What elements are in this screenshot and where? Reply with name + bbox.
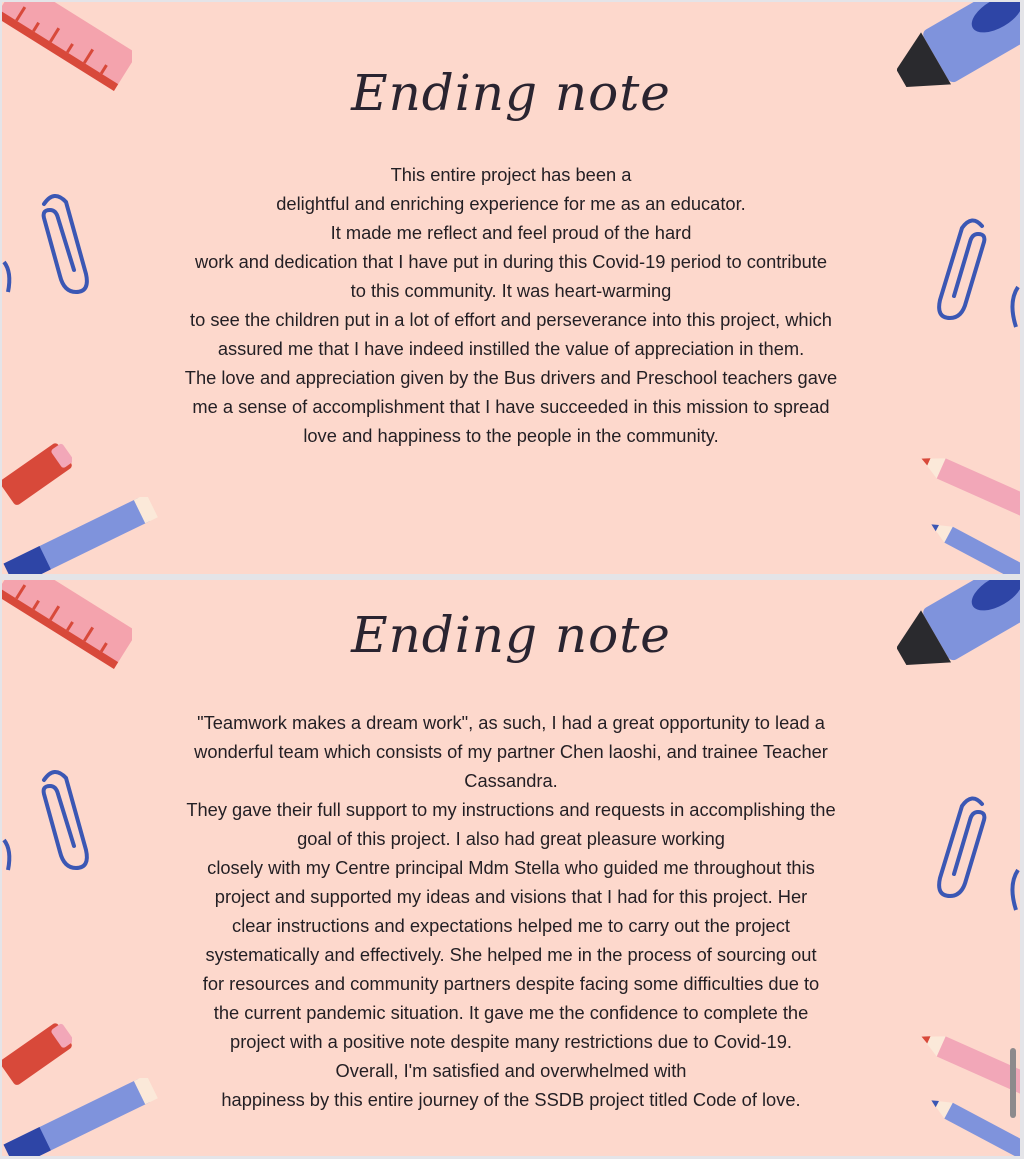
- text-line: They gave their full support to my instructions and requests in accomplishing the: [186, 799, 836, 820]
- paperclip-icon: [2, 835, 16, 875]
- scrollbar-thumb[interactable]: [1010, 1048, 1016, 1118]
- paperclip-icon: [1006, 282, 1020, 332]
- text-line: me a sense of accomplishment that I have succeeded in this mission to spread: [192, 396, 830, 417]
- text-line: Cassandra.: [464, 770, 558, 791]
- text-line: project with a positive note despite many restrictions due to Covid-19.: [230, 1031, 792, 1052]
- slide-2: [2, 580, 1020, 1156]
- crayon-icon: [897, 580, 1020, 680]
- text-line: goal of this project. I also had great pleasure working: [297, 828, 725, 849]
- crayon-icon: [897, 2, 1020, 102]
- text-line: It made me reflect and feel proud of the hard: [330, 222, 692, 243]
- paperclip-icon: [2, 257, 16, 297]
- slide-body-text: [112, 708, 910, 1114]
- text-line: wonderful team which consists of my partner Chen laoshi, and trainee Teacher: [194, 741, 828, 762]
- slide-1: [2, 2, 1020, 574]
- pencil-icon: [926, 1098, 1020, 1156]
- text-line: to see the children put in a lot of effort and perseverance into this project, which: [190, 309, 832, 330]
- text-line: Overall, I'm satisfied and overwhelmed with: [335, 1060, 687, 1081]
- paperclip-icon: [1006, 865, 1020, 915]
- text-line: clear instructions and expectations helped me to carry out the project: [232, 915, 790, 936]
- paperclip-icon: [24, 760, 94, 870]
- text-line: happiness by this entire journey of the SSDB project titled Code of love.: [221, 1089, 801, 1110]
- text-line: for resources and community partners despite facing some difficulties due to: [202, 973, 820, 994]
- pencil-icon: [926, 522, 1020, 574]
- ruler-icon: [2, 2, 132, 92]
- slide-body-text: [122, 160, 900, 450]
- text-line: project and supported my ideas and visions that I had for this project. Her: [214, 886, 808, 907]
- text-line: love and happiness to the people in the community.: [303, 425, 719, 446]
- paperclip-icon: [24, 184, 94, 294]
- text-line: assured me that I have indeed instilled the value of appreciation in them.: [217, 338, 805, 359]
- paperclip-icon: [930, 790, 1000, 900]
- text-line: "Teamwork makes a dream work", as such, I had a great opportunity to lead a: [197, 712, 825, 733]
- slide-title: Ending note: [351, 606, 671, 664]
- text-line: closely with my Centre principal Mdm Stella who guided me throughout this: [207, 857, 815, 878]
- slide-title: Ending note: [351, 64, 671, 122]
- pencil-icon: [2, 1078, 167, 1156]
- ruler-icon: [2, 580, 132, 670]
- text-line: systematically and effectively. She helped me in the process of sourcing out: [205, 944, 817, 965]
- text-line: The love and appreciation given by the Bus drivers and Preschool teachers gave: [184, 367, 838, 388]
- text-line: delightful and enriching experience for me as an educator.: [276, 193, 746, 214]
- pencil-icon: [2, 497, 167, 574]
- text-line: work and dedication that I have put in during this Covid-19 period to contribute: [194, 251, 828, 272]
- text-line: the current pandemic situation. It gave me the confidence to complete the: [213, 1002, 809, 1023]
- paperclip-icon: [930, 212, 1000, 322]
- text-line: This entire project has been a: [390, 164, 632, 185]
- text-line: to this community. It was heart-warming: [350, 280, 672, 301]
